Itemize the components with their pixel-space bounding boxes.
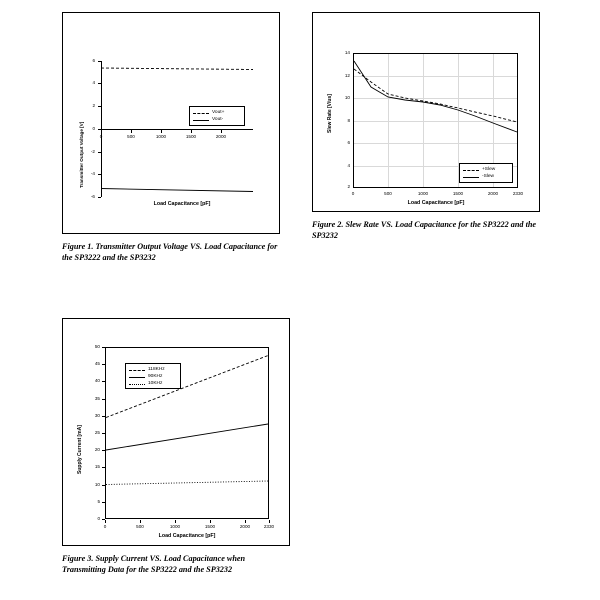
figure-2-series-minus-slew — [354, 61, 517, 132]
figure-1-ytick-label: 4 — [92, 80, 95, 85]
figure-3-plot — [62, 318, 290, 546]
figure-3-ytick-label: 0 — [97, 516, 100, 521]
legend-row — [129, 373, 177, 380]
figure-2-xtick-label: 0 — [351, 191, 355, 196]
figure-3-xtick-label: 1000 — [169, 524, 181, 529]
figure-2-caption: Figure 2. Slew Rate VS. Load Capacitance for the SP3222 and the SP3232 — [312, 220, 537, 240]
figure-1-y-axis-title: Transmitter Output Voltage [V] — [79, 121, 84, 188]
figure-2-ytick-label: 4 — [347, 162, 350, 168]
figure-1-xtick-label: 1000 — [155, 134, 167, 139]
figure-3-ytick-label: 50 — [94, 344, 100, 349]
legend-label: Vout- — [212, 117, 224, 122]
figure-3-xtick-label: 2000 — [239, 524, 251, 529]
figure-2-series-group — [313, 13, 541, 213]
figure-1-ytick-label: -6 — [90, 194, 95, 199]
figure-3-ytick-label: 5 — [97, 498, 100, 504]
figure-1-plot — [62, 12, 280, 234]
legend-row — [463, 166, 509, 173]
figure-1-xtick-label: 0 — [99, 134, 103, 139]
figure-1-ytick-label: -4 — [90, 171, 95, 176]
figure-3-ytick-label: 40 — [94, 378, 100, 384]
figure-2-ytick-label: 2 — [347, 184, 350, 189]
figure-1-ytick-label: -2 — [90, 149, 95, 154]
figure-2-legend — [459, 163, 513, 183]
legend-label: 118KHz — [148, 367, 165, 372]
figure-3 — [62, 318, 290, 575]
figure-1-ytick-label: 6 — [92, 58, 95, 63]
legend-label: 10KHz — [148, 381, 163, 386]
figure-2-xtick-label: 500 — [384, 191, 392, 196]
figure-2 — [312, 12, 540, 241]
figure-3-x-axis-title: Load Capacitance [pF] — [158, 533, 216, 539]
figure-1-xtick-label: 500 — [127, 134, 135, 139]
figure-1-xtick-label: 2000 — [215, 134, 227, 139]
figure-1-caption: Figure 1. Transmitter Output Voltage VS. Load Capacitance for the SP3222 and the SP3232 — [62, 242, 278, 262]
figure-2-x-axis-title: Load Capacitance [pF] — [407, 200, 465, 206]
figure-2-series-plus-slew — [354, 69, 517, 122]
figure-3-ytick-label: 15 — [94, 464, 100, 470]
legend-label: +Slew — [482, 167, 496, 172]
figure-1-x-axis-title: Load Capacitance [pF] — [153, 201, 211, 207]
legend-row — [129, 380, 177, 387]
figure-1-legend — [189, 106, 245, 126]
figure-3-ytick-label: 20 — [94, 447, 100, 453]
legend-label: -Slew — [482, 174, 494, 179]
figure-3-ytick-label: 25 — [94, 430, 100, 435]
figure-3-series-group — [63, 319, 291, 547]
figure-2-ytick-label: 14 — [344, 50, 350, 55]
figure-1-series-vout-plus — [101, 68, 253, 70]
figure-3-ytick-label: 35 — [94, 395, 100, 401]
figure-3-xtick-label: 1500 — [204, 524, 216, 529]
figure-2-xtick-label: 2000 — [487, 191, 499, 196]
figure-3-xtick-label: 0 — [103, 524, 107, 529]
legend-row — [193, 116, 241, 123]
figure-2-xtick-label: 1500 — [452, 191, 464, 196]
figure-3-series-10khz — [106, 481, 268, 485]
figure-2-plot — [312, 12, 540, 212]
figure-1-ytick-label: 2 — [92, 103, 95, 108]
legend-label: 90KHz — [148, 374, 163, 379]
figure-2-ytick-label: 8 — [347, 117, 350, 123]
figure-3-ytick-label: 10 — [94, 481, 100, 487]
legend-row — [129, 366, 177, 373]
figure-2-ytick-label: 10 — [344, 95, 350, 100]
figure-2-ytick-label: 12 — [344, 72, 350, 78]
figure-1-xtick-label: 1500 — [185, 134, 197, 139]
figure-3-xtick-label: 500 — [136, 524, 144, 529]
figure-2-y-axis-title: Slew Rate [V/us] — [327, 94, 333, 133]
figure-1-series-vout-minus — [101, 189, 253, 192]
figure-3-caption: Figure 3. Supply Current VS. Load Capacitance when Transmitting Data for the SP3222 and the SP3232 — [62, 554, 246, 574]
legend-row — [463, 173, 509, 180]
legend-label: Vout+ — [212, 110, 225, 115]
figure-3-ytick-label: 45 — [94, 361, 100, 367]
figure-2-xtick-label: 1000 — [417, 191, 429, 196]
figure-3-legend — [125, 363, 181, 389]
figure-1 — [62, 12, 280, 263]
figure-3-xtick-label: 2330 — [263, 524, 275, 529]
figure-2-xtick-label: 2330 — [512, 191, 524, 196]
figure-2-ytick-label: 6 — [347, 140, 350, 145]
figure-3-y-axis-title: Supply Current [mA] — [77, 425, 83, 474]
figure-3-ytick-label: 30 — [94, 412, 100, 418]
legend-row — [193, 109, 241, 116]
figure-1-ytick-label: 0 — [92, 126, 95, 131]
figure-3-series-90khz — [106, 424, 268, 450]
